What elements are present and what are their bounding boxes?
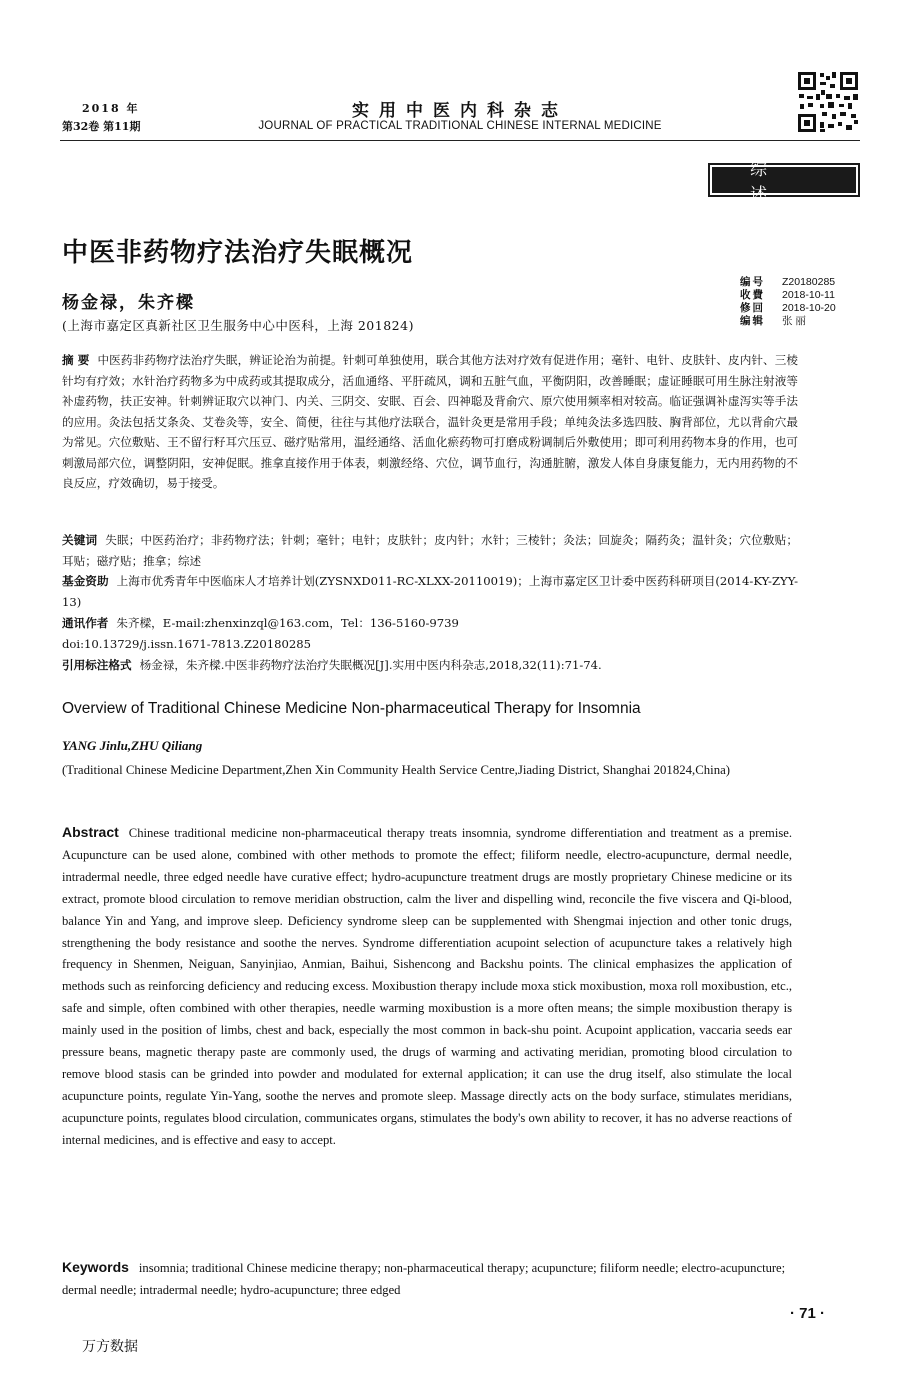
meta-value: 2018-10-11 <box>782 289 835 301</box>
article-meta <box>740 276 836 328</box>
meta-value: 2018-10-20 <box>782 302 836 314</box>
meta-row <box>740 315 836 328</box>
keywords-cn-text: 失眠；中医药治疗；非药物疗法；针刺；毫针；电针；皮肤针；皮内针；水针；三棱针；灸法；回旋灸；隔药灸；温针灸；穴位敷贴；耳贴；磁疗贴；推拿；综述 <box>62 533 798 568</box>
abstract-cn-label: 摘 要 <box>62 353 90 367</box>
meta-key: 修回 <box>740 302 765 314</box>
abstract-en-text: Chinese traditional medicine non-pharmaceutical therapy treats insomnia, syndrome differentiation and treatment as a premise. Acupuncture can be used alone, combined with other methods to promote the effect; filiform needle, electro-acupuncture, dermal needle, intradermal needle, three edged needle have curative effect; hydro-acupuncture treatment drugs are mostly proprietary Chinese medicine or its extract, promote blood circulation to remove meridian obstruction, calm the liver and dispelling wind, reconcile the five viscera and Qi-blood, balance Yin and Yang, and improve sleep. Deficiency syndrome sleep can be supplemented with Shengmai injection and other tonic drugs, strengthening the body resistance and soothe the nerves. Syndrome differentiation acupoint selection of acupuncture takes a relatively high frequency in Shenmen, Neiguan, Sanyinjiao, Anmian, Baihui, Sishencong and Backshu points. The clinical emphasizes the application of methods such as reinforcing deficiency and reducing excess. Moxibustion therapy include moxa stick moxibustion, moxa roll moxibustion, etc., safe and simple, often combined with other therapies, needle warming moxibustion is a more often means; the simple moxibustion therapy is mainly used in the position of limbs, chest and back, especially the most common in back-shu point. Acupoint application, vaccaria seeds ear pressure beans, magnetic therapy paste are commonly used, the drugs of warming and activating meridian, promoting blood circulation to remove blood stasis can be grinded into powder and modulated for external application; it can use the drug itself, also stimulate the local acupuncture points, regulate Yin-Yang, soothe the nerves and promote sleep. Massage directly acts on the body surface, stimulates meridians, acupuncture points, regulates blood circulation, communicates organs, stimulates the body's own ability to recover, it has no adverse reactions of internal medicines, and is effective and easy to accept. <box>62 826 792 1147</box>
journal-title-en: JOURNAL OF PRACTICAL TRADITIONAL CHINESE INTERNAL MEDICINE <box>258 120 662 132</box>
meta-key: 编辑 <box>740 315 765 327</box>
article-authors-en: YANG Jinlu,ZHU Qiliang <box>62 738 203 753</box>
article-affiliation-en: (Traditional Chinese Medicine Department,Zhen Xin Community Health Service Centre,Jiading District, Shanghai 201824,China) <box>62 763 731 777</box>
issue-volume: 第32卷 第11期 <box>62 120 141 133</box>
watermark-text: 万方数据 <box>82 1339 138 1355</box>
issue-year: 2018 年 <box>82 102 140 115</box>
abstract-cn <box>62 350 798 494</box>
qr-code-icon <box>796 70 860 134</box>
article-authors: 杨金禄，朱齐樑 <box>62 293 195 313</box>
keywords-cn <box>62 530 798 571</box>
page-number: · 71 · <box>790 1305 826 1322</box>
article-title: 中医非药物疗法治疗失眠概况 <box>62 238 414 268</box>
journal-title-cn: 实用中医内科杂志 <box>352 101 568 121</box>
meta-value: 张 丽 <box>782 315 806 327</box>
header-divider <box>60 140 860 141</box>
funding-label: 基金资助 <box>62 574 109 588</box>
keywords-en-label: Keywords <box>62 1259 129 1275</box>
correspondence <box>62 613 798 634</box>
meta-key: 收費 <box>740 289 765 301</box>
correspondence-label: 通讯作者 <box>62 616 109 630</box>
meta-key: 编号 <box>740 276 765 288</box>
section-tag: 综 述 <box>708 163 860 197</box>
meta-row <box>740 276 836 289</box>
meta-row <box>740 302 836 315</box>
abstract-cn-text: 中医药非药物疗法治疗失眠，辨证论治为前提。针刺可单独使用，联合其他方法对疗效有促进作用；毫针、电针、皮肤针、皮内针、三棱针均有疗效；水针治疗药物多为中成药或其提取成分，活血通络、平肝疏风，调和五脏气血，平衡阴阳，改善睡眠；虚证睡眠可用生脉注射液等补虚药物，扶正安神。针刺辨证取穴以神门、内关、三阴交、安眠、百会、四神聪及背俞穴、原穴使用频率相对较高。临证强调补虚泻实等手法的应用。灸法包括艾条灸、艾卷灸等，安全、简便，往往与其他疗法联合，温针灸更是常用手段；单纯灸法多选四肢、胸背部位，尤以背俞穴最为常见。穴位敷贴、王不留行籽耳穴压豆、磁疗贴常用，温经通络、活血化瘀药物可打磨成粉调制后外敷使用；即可利用药物本身的作用，也可刺激局部穴位，调整阴阳，安神促眠。推拿直接作用于体表，刺激经络、穴位，调节血行，沟通脏腑，激发人体自身康复能力，无内用药物的不良反应，疗效确切，易于接受。 <box>62 353 798 490</box>
abstract-en-label: Abstract <box>62 824 119 840</box>
citation <box>62 655 798 676</box>
doi: doi:10.13729/j.issn.1671-7813.Z20180285 <box>62 637 311 651</box>
keywords-cn-label: 关键词 <box>62 533 98 547</box>
citation-label: 引用标注格式 <box>62 658 132 672</box>
meta-value: Z20180285 <box>782 276 836 288</box>
article-title-en: Overview of Traditional Chinese Medicine Non-pharmaceutical Therapy for Insomnia <box>62 700 641 717</box>
article-affiliation: (上海市嘉定区真新社区卫生服务中心中医科，上海 201824) <box>62 318 414 333</box>
funding <box>62 571 798 612</box>
keywords-en-text: insomnia; traditional Chinese medicine therapy; non-pharmaceutical therapy; acupuncture; filiform needle; electro-acupuncture; dermal needle; intradermal needle; hydro-acupuncture; three edged <box>62 1261 786 1297</box>
keywords-en <box>62 1256 792 1301</box>
abstract-en <box>62 822 792 1152</box>
citation-text: 杨金禄，朱齐樑.中医非药物疗法治疗失眠概况[J].实用中医内科杂志,2018,32(11):71-74. <box>139 658 602 672</box>
meta-row <box>740 289 836 302</box>
funding-text: 上海市优秀青年中医临床人才培养计划(ZYSNXD011-RC-XLXX-20110019)；上海市嘉定区卫计委中医药科研项目(2014-KY-ZYY-13) <box>62 574 798 609</box>
correspondence-text: 朱齐樑，E-mail:zhenxinzql@163.com，Tel：136-5160-9739 <box>116 616 459 630</box>
